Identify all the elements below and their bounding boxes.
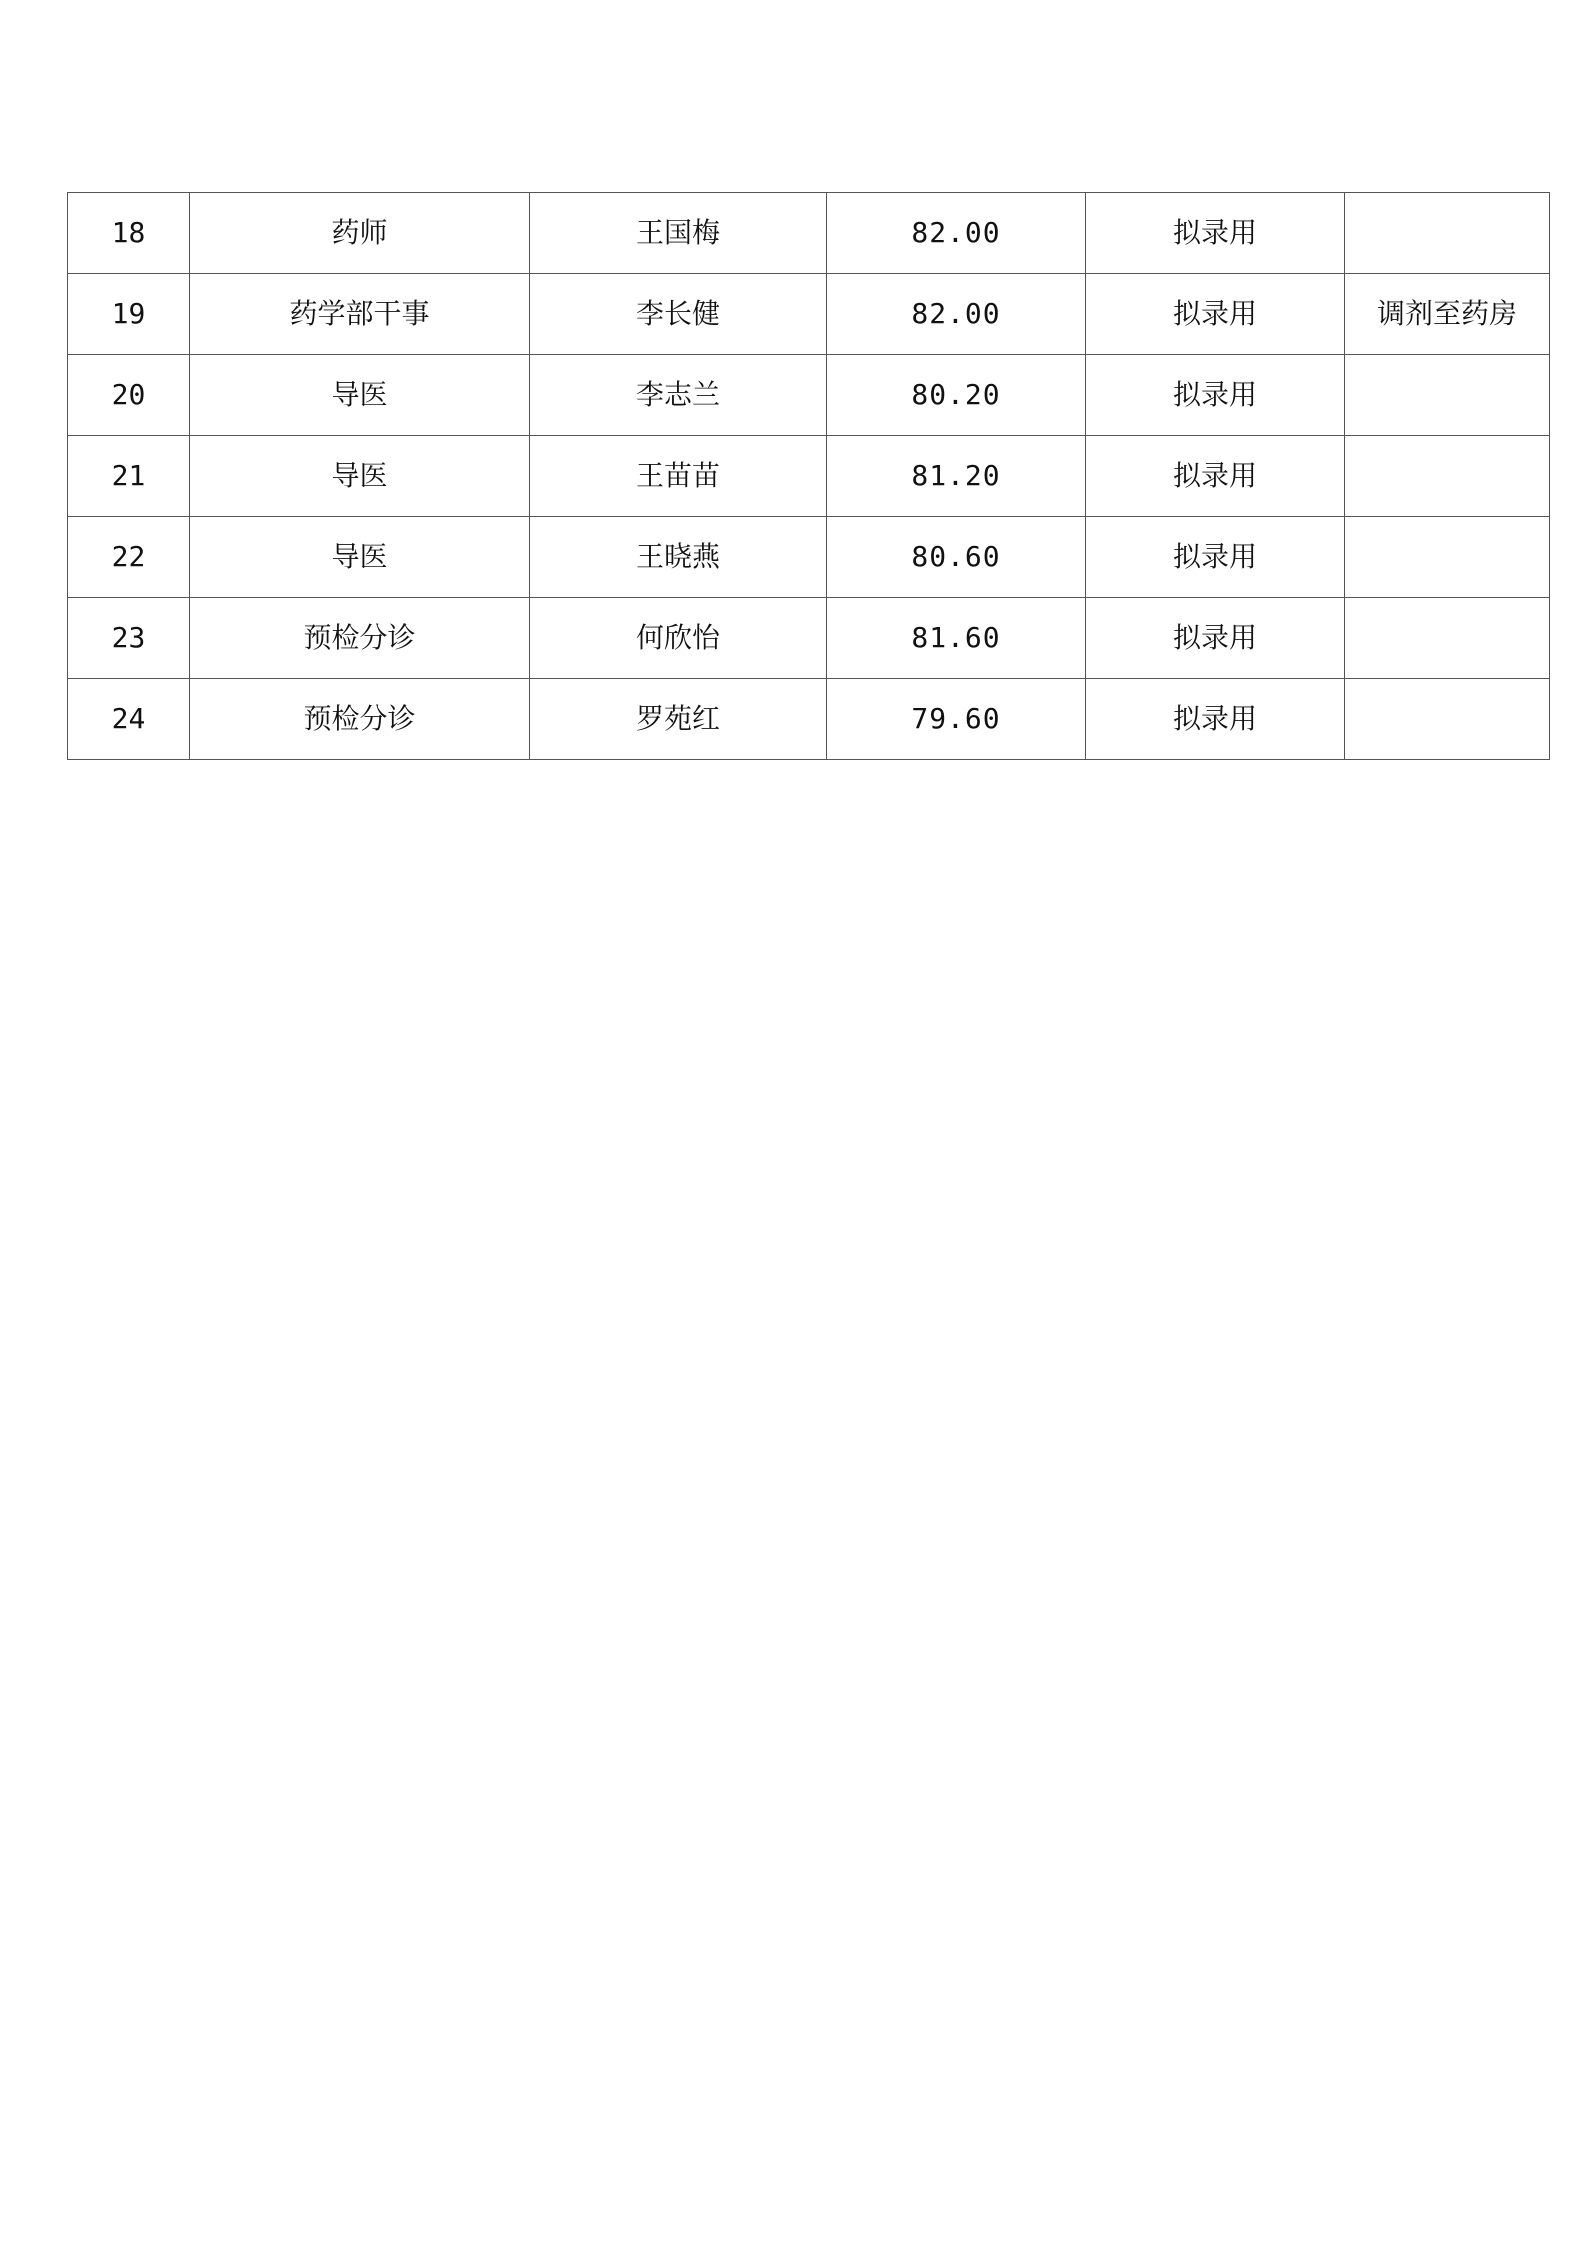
score-cell: 80.20 xyxy=(827,355,1086,436)
position-cell: 导医 xyxy=(190,355,530,436)
name-cell: 李长健 xyxy=(530,274,827,355)
score-cell: 82.00 xyxy=(827,193,1086,274)
note-cell: 调剂至药房 xyxy=(1345,274,1550,355)
note-cell xyxy=(1345,679,1550,760)
position-cell: 导医 xyxy=(190,436,530,517)
result-cell: 拟录用 xyxy=(1086,517,1345,598)
note-cell xyxy=(1345,355,1550,436)
table-row xyxy=(68,355,1550,436)
name-cell: 罗苑红 xyxy=(530,679,827,760)
score-cell: 79.60 xyxy=(827,679,1086,760)
hiring-results-table xyxy=(67,192,1550,760)
name-cell: 王晓燕 xyxy=(530,517,827,598)
result-cell: 拟录用 xyxy=(1086,355,1345,436)
note-cell xyxy=(1345,436,1550,517)
result-cell: 拟录用 xyxy=(1086,193,1345,274)
result-cell: 拟录用 xyxy=(1086,598,1345,679)
table-row xyxy=(68,598,1550,679)
table-row xyxy=(68,679,1550,760)
position-cell: 预检分诊 xyxy=(190,598,530,679)
note-cell xyxy=(1345,193,1550,274)
score-cell: 80.60 xyxy=(827,517,1086,598)
row-number: 23 xyxy=(68,598,190,679)
name-cell: 何欣怡 xyxy=(530,598,827,679)
position-cell: 导医 xyxy=(190,517,530,598)
row-number: 21 xyxy=(68,436,190,517)
table-row xyxy=(68,274,1550,355)
score-cell: 81.60 xyxy=(827,598,1086,679)
note-cell xyxy=(1345,598,1550,679)
position-cell: 药学部干事 xyxy=(190,274,530,355)
note-cell xyxy=(1345,517,1550,598)
row-number: 19 xyxy=(68,274,190,355)
position-cell: 药师 xyxy=(190,193,530,274)
row-number: 22 xyxy=(68,517,190,598)
row-number: 24 xyxy=(68,679,190,760)
name-cell: 李志兰 xyxy=(530,355,827,436)
result-cell: 拟录用 xyxy=(1086,679,1345,760)
result-cell: 拟录用 xyxy=(1086,436,1345,517)
score-cell: 81.20 xyxy=(827,436,1086,517)
row-number: 18 xyxy=(68,193,190,274)
name-cell: 王国梅 xyxy=(530,193,827,274)
position-cell: 预检分诊 xyxy=(190,679,530,760)
score-cell: 82.00 xyxy=(827,274,1086,355)
result-cell: 拟录用 xyxy=(1086,274,1345,355)
name-cell: 王苗苗 xyxy=(530,436,827,517)
table-row xyxy=(68,517,1550,598)
table-row xyxy=(68,436,1550,517)
row-number: 20 xyxy=(68,355,190,436)
table-row xyxy=(68,193,1550,274)
